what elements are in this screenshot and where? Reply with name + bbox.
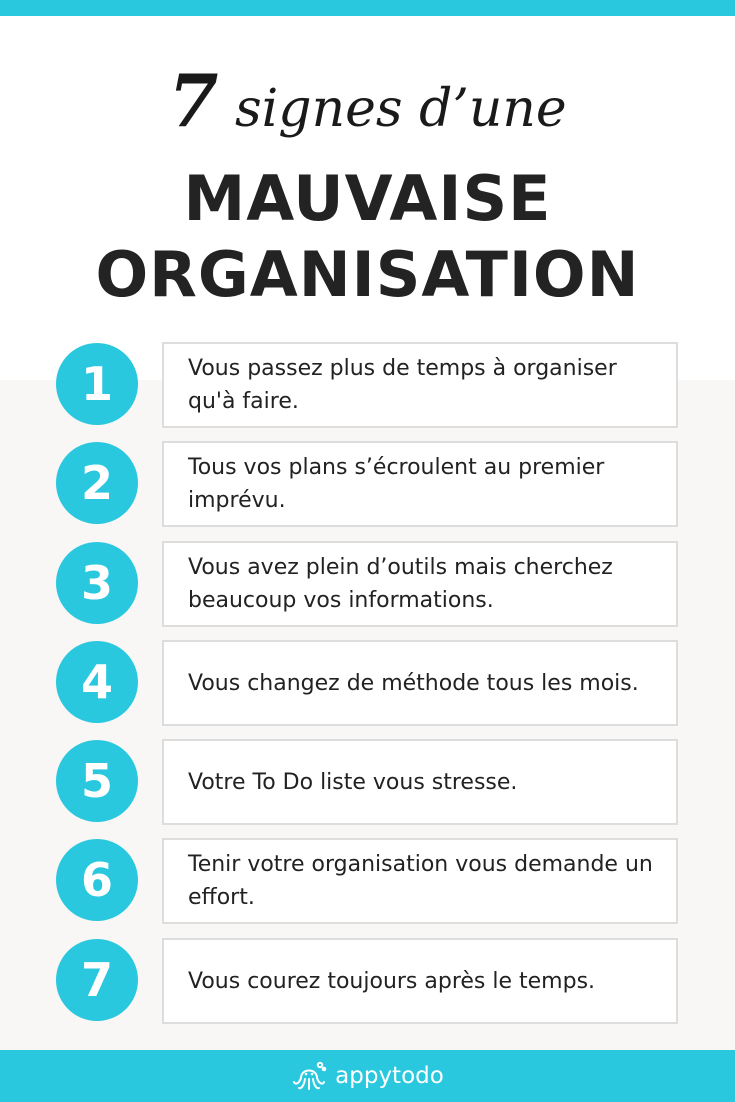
- item-box: [162, 640, 678, 726]
- title-number: 7: [168, 58, 219, 143]
- item-box: [162, 938, 678, 1024]
- brand-name: appytodo: [335, 1063, 444, 1089]
- item-number-badge: 1: [56, 343, 138, 425]
- item-box: [162, 838, 678, 924]
- item-text: Vous courez toujours après le temps.: [188, 968, 596, 994]
- list-item: [0, 640, 735, 726]
- item-text: Vous passez plus de temps à organiser qu'à faire.: [188, 356, 617, 414]
- octopus-icon: [291, 1058, 327, 1094]
- item-text: Tous vos plans s’écroulent au premier imprévu.: [188, 455, 605, 513]
- title-line-1: MAUVAISE: [183, 162, 552, 235]
- item-number-badge: 7: [56, 939, 138, 1021]
- item-text: Votre To Do liste vous stresse.: [188, 769, 518, 795]
- footer-bar: [0, 1050, 735, 1102]
- item-text: Vous avez plein d’outils mais cherchez beaucoup vos informations.: [188, 555, 613, 613]
- item-box: [162, 441, 678, 527]
- item-number-badge: 5: [56, 740, 138, 822]
- list-item: [0, 441, 735, 527]
- item-text: Tenir votre organisation vous demande un effort.: [188, 852, 653, 910]
- item-number-badge: 3: [56, 542, 138, 624]
- title-line-2: ORGANISATION: [95, 238, 640, 311]
- item-box: [162, 342, 678, 428]
- item-number-badge: 2: [56, 442, 138, 524]
- item-box: [162, 739, 678, 825]
- list-item: [0, 739, 735, 825]
- list-item: [0, 541, 735, 627]
- item-box: [162, 541, 678, 627]
- list-item: [0, 342, 735, 428]
- list-item: [0, 838, 735, 924]
- list-item: [0, 938, 735, 1024]
- item-number-badge: 6: [56, 839, 138, 921]
- item-text: Vous changez de méthode tous les mois.: [188, 670, 639, 696]
- item-number-badge: 4: [56, 641, 138, 723]
- title-script-text: signes d’une: [218, 79, 567, 139]
